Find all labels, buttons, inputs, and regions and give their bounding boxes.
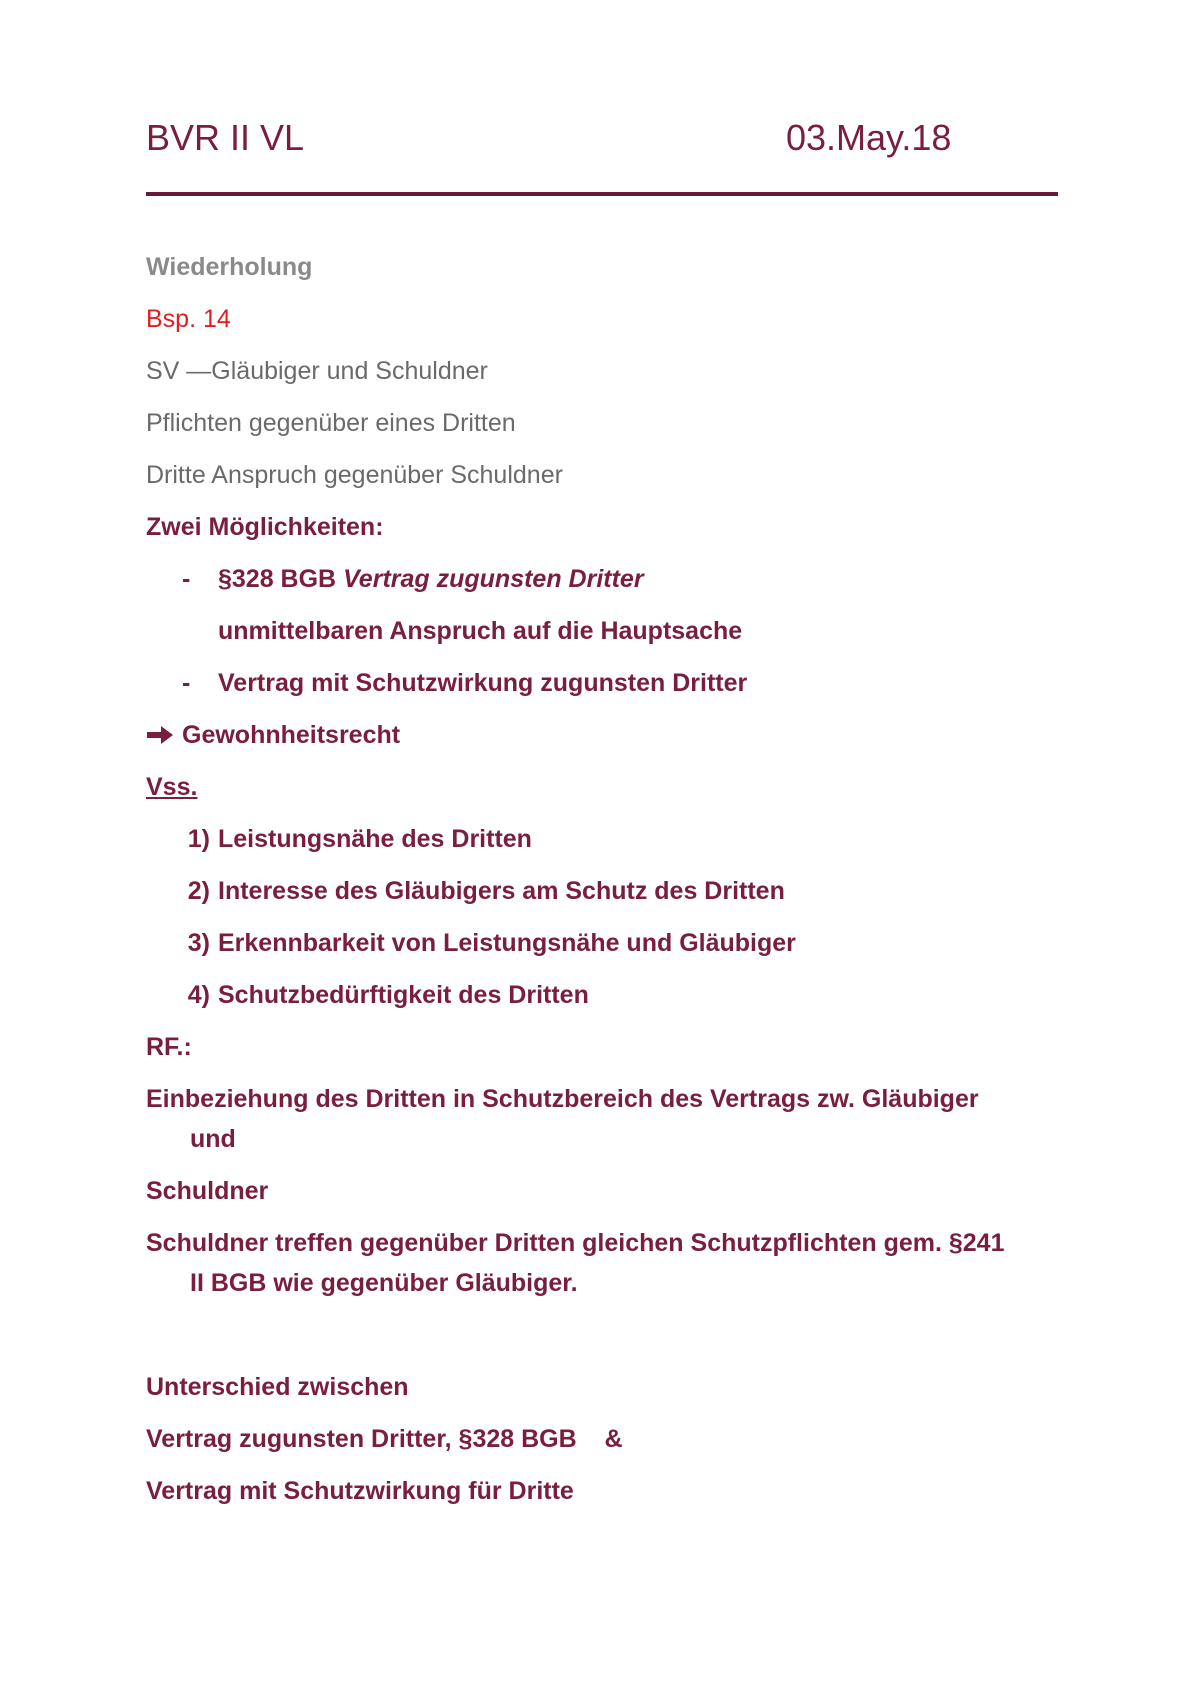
text-line-dritte-anspruch: Dritte Anspruch gegenüber Schuldner	[146, 461, 563, 489]
text-line-einbeziehung-cont: und	[190, 1125, 236, 1153]
text-line-gewohnheitsrecht	[146, 720, 400, 750]
text-line-vsd: Vertrag mit Schutzwirkung für Dritte	[146, 1477, 574, 1505]
text-line-schutzpflichten: Schuldner treffen gegenüber Dritten gleichen Schutzpflichten gem. §241	[146, 1229, 1005, 1257]
list-item-option-2: Vertrag mit Schutzwirkung zugunsten Dritter	[218, 669, 748, 697]
section-heading-rf: RF.:	[146, 1033, 192, 1061]
section-heading-wiederholung: Wiederholung	[146, 253, 313, 281]
list-item-option-1	[218, 564, 644, 594]
arrow-right-icon	[146, 725, 174, 745]
document-date: 03.May.18	[786, 117, 952, 158]
list-item-vss: Erkennbarkeit von Leistungsnähe und Gläubiger	[218, 929, 796, 957]
bullet-dash: -	[182, 669, 191, 697]
text-line-vzd: Vertrag zugunsten Dritter, §328 BGB &	[146, 1425, 623, 1453]
list-item-vss: Leistungsnähe des Dritten	[218, 825, 532, 853]
document-title: BVR II VL	[146, 117, 305, 158]
text-line-pflichten: Pflichten gegenüber eines Dritten	[146, 409, 516, 437]
list-number: 1)	[187, 825, 210, 853]
list-item-vss: Interesse des Gläubigers am Schutz des Dritten	[218, 877, 785, 905]
option-1-italic: Vertrag zugunsten Dritter	[343, 565, 644, 593]
text-line-schutzpflichten-cont: II BGB wie gegenüber Gläubiger.	[190, 1269, 578, 1297]
example-number: Bsp. 14	[146, 305, 231, 333]
bullet-dash: -	[182, 565, 191, 593]
text-line-unterschied: Unterschied zwischen	[146, 1373, 409, 1401]
gewohnheitsrecht-label: Gewohnheitsrecht	[182, 721, 401, 749]
text-line-sv: SV —Gläubiger und Schuldner	[146, 357, 488, 385]
text-line-zwei-moeglichkeiten: Zwei Möglichkeiten:	[146, 513, 384, 541]
option-1-prefix: §328 BGB	[218, 565, 344, 593]
list-number: 4)	[187, 981, 210, 1009]
header-divider	[146, 192, 1058, 196]
list-item-option-1-detail: unmittelbaren Anspruch auf die Hauptsache	[218, 617, 743, 645]
list-number: 3)	[187, 929, 210, 957]
text-line-schuldner: Schuldner	[146, 1177, 269, 1205]
list-number: 2)	[187, 877, 210, 905]
section-heading-vss: Vss.	[146, 773, 198, 801]
text-line-einbeziehung: Einbeziehung des Dritten in Schutzbereich des Vertrags zw. Gläubiger	[146, 1085, 979, 1113]
list-item-vss: Schutzbedürftigkeit des Dritten	[218, 981, 589, 1009]
